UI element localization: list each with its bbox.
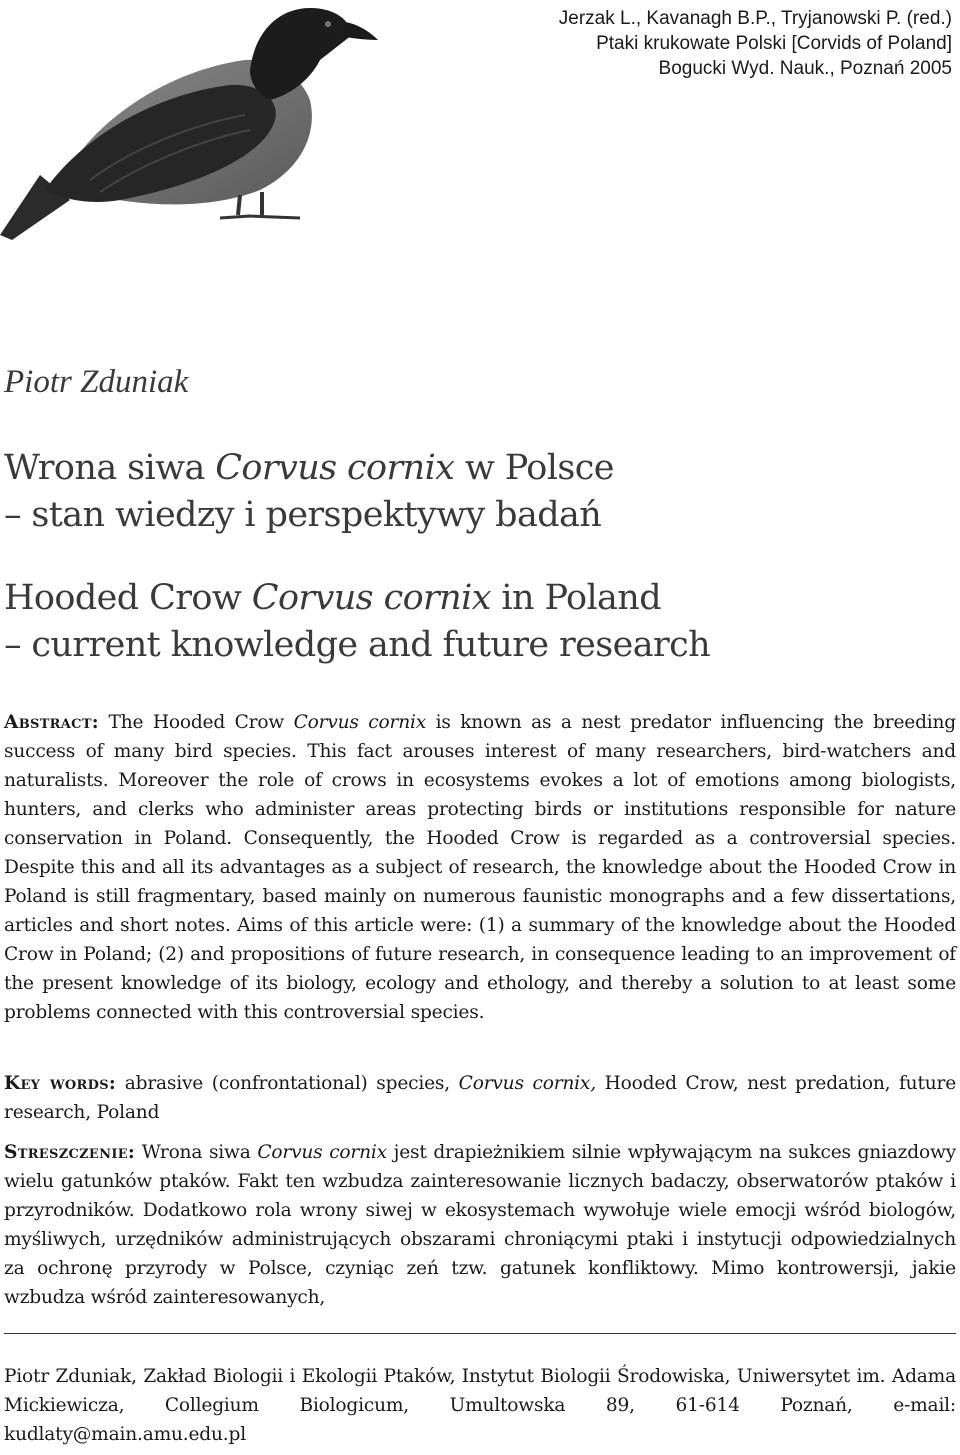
streszczenie-label: Streszczenie: — [4, 1142, 136, 1163]
footnote-divider — [4, 1333, 956, 1334]
title-polish-line1: Wrona siwa Corvus cornix w Polsce — [4, 448, 614, 488]
title-english-line1: Hooded Crow Corvus cornix in Poland — [4, 578, 662, 618]
species-name: Corvus cornix — [293, 712, 427, 733]
title-english-line2: – current knowledge and future research — [4, 625, 711, 665]
author-affiliation: Piotr Zduniak, Zakład Biologii i Ekologii Ptaków, Instytut Biologii Środowiska, Uniwersytet im. Adama Mickiewicza, Collegium Biologicum, Umultowska 89, 61-614 Poznań, e-mail: kudlaty@main.amu.edu.pl — [4, 1366, 956, 1445]
keywords-label: Key words: — [4, 1073, 117, 1094]
abstract-paragraph: Abstract: The Hooded Crow Corvus cornix is known as a nest predator influencing the breeding success of many bird species. This fact arouses interest of many researchers, bird-watchers and naturalists. Moreover the role of crows in ecosystems evokes a lot of emotions among biologists, hunters, and clerks who administer areas protecting birds or institutions responsible for nature conservation in Poland. Consequently, the Hooded Crow is regarded as a controversial species. Despite this and all its advantages as a subject of research, the knowledge about the Hooded Crow in Poland is still fragmentary, based mainly on numerous faunistic monographs and a few dissertations, articles and short notes. Aims of this article were: (1) a summary of the knowledge about the Hooded Crow in Poland; (2) and propositions of future research, in consequence leading to an improvement of the present knowledge of its biology, ecology and ethology, and thereby a solution to at least some problems connected with this controversial species. — [4, 712, 957, 1023]
title-polish-line2: – stan wiedzy i perspektywy badań — [4, 495, 602, 535]
book-citation — [492, 6, 952, 81]
streszczenie-paragraph: Streszczenie: Wrona siwa Corvus cornix jest drapieżnikiem silnie wpływającym na sukces gniazdowy wielu gatunków ptaków. Fakt ten wzbudza zainteresowanie licznych badaczy, obserwatorów ptaków i przyrodników. Dodatkowo rola wrony siwej w ekosystemach wywołuje wiele emocji wśród biologów, myśliwych, urzędników administrujących obszarami chroniącymi ptaki i instytucji odpowiedzialnych za ochronę przyrody w Polsce, czyniąc zeń tzw. gatunek konfliktowy. Mimo kontrowersji, jakie wzbudza wśród zainteresowanych, — [4, 1142, 956, 1308]
citation-book-title: Ptaki krukowate Polski [Corvids of Poland] — [596, 33, 952, 54]
species-name: Corvus cornix — [257, 1142, 387, 1163]
species-name: Corvus cornix — [251, 578, 491, 618]
species-name: Corvus cornix, — [458, 1073, 596, 1094]
keywords-paragraph: Key words: abrasive (confrontational) species, Corvus cornix, Hooded Crow, nest predation, future research, Poland — [4, 1073, 956, 1123]
title-english — [4, 575, 954, 669]
citation-publisher: Bogucki Wyd. Nauk., Poznań 2005 — [658, 58, 952, 79]
abstract-label: Abstract: — [4, 712, 99, 733]
title-polish — [4, 445, 954, 539]
species-name: Corvus cornix — [215, 448, 455, 488]
citation-editors: Jerzak L., Kavanagh B.P., Tryjanowski P. (red.) — [558, 8, 952, 29]
article-author: Piotr Zduniak — [4, 364, 189, 400]
hooded-crow-illustration — [0, 0, 390, 240]
